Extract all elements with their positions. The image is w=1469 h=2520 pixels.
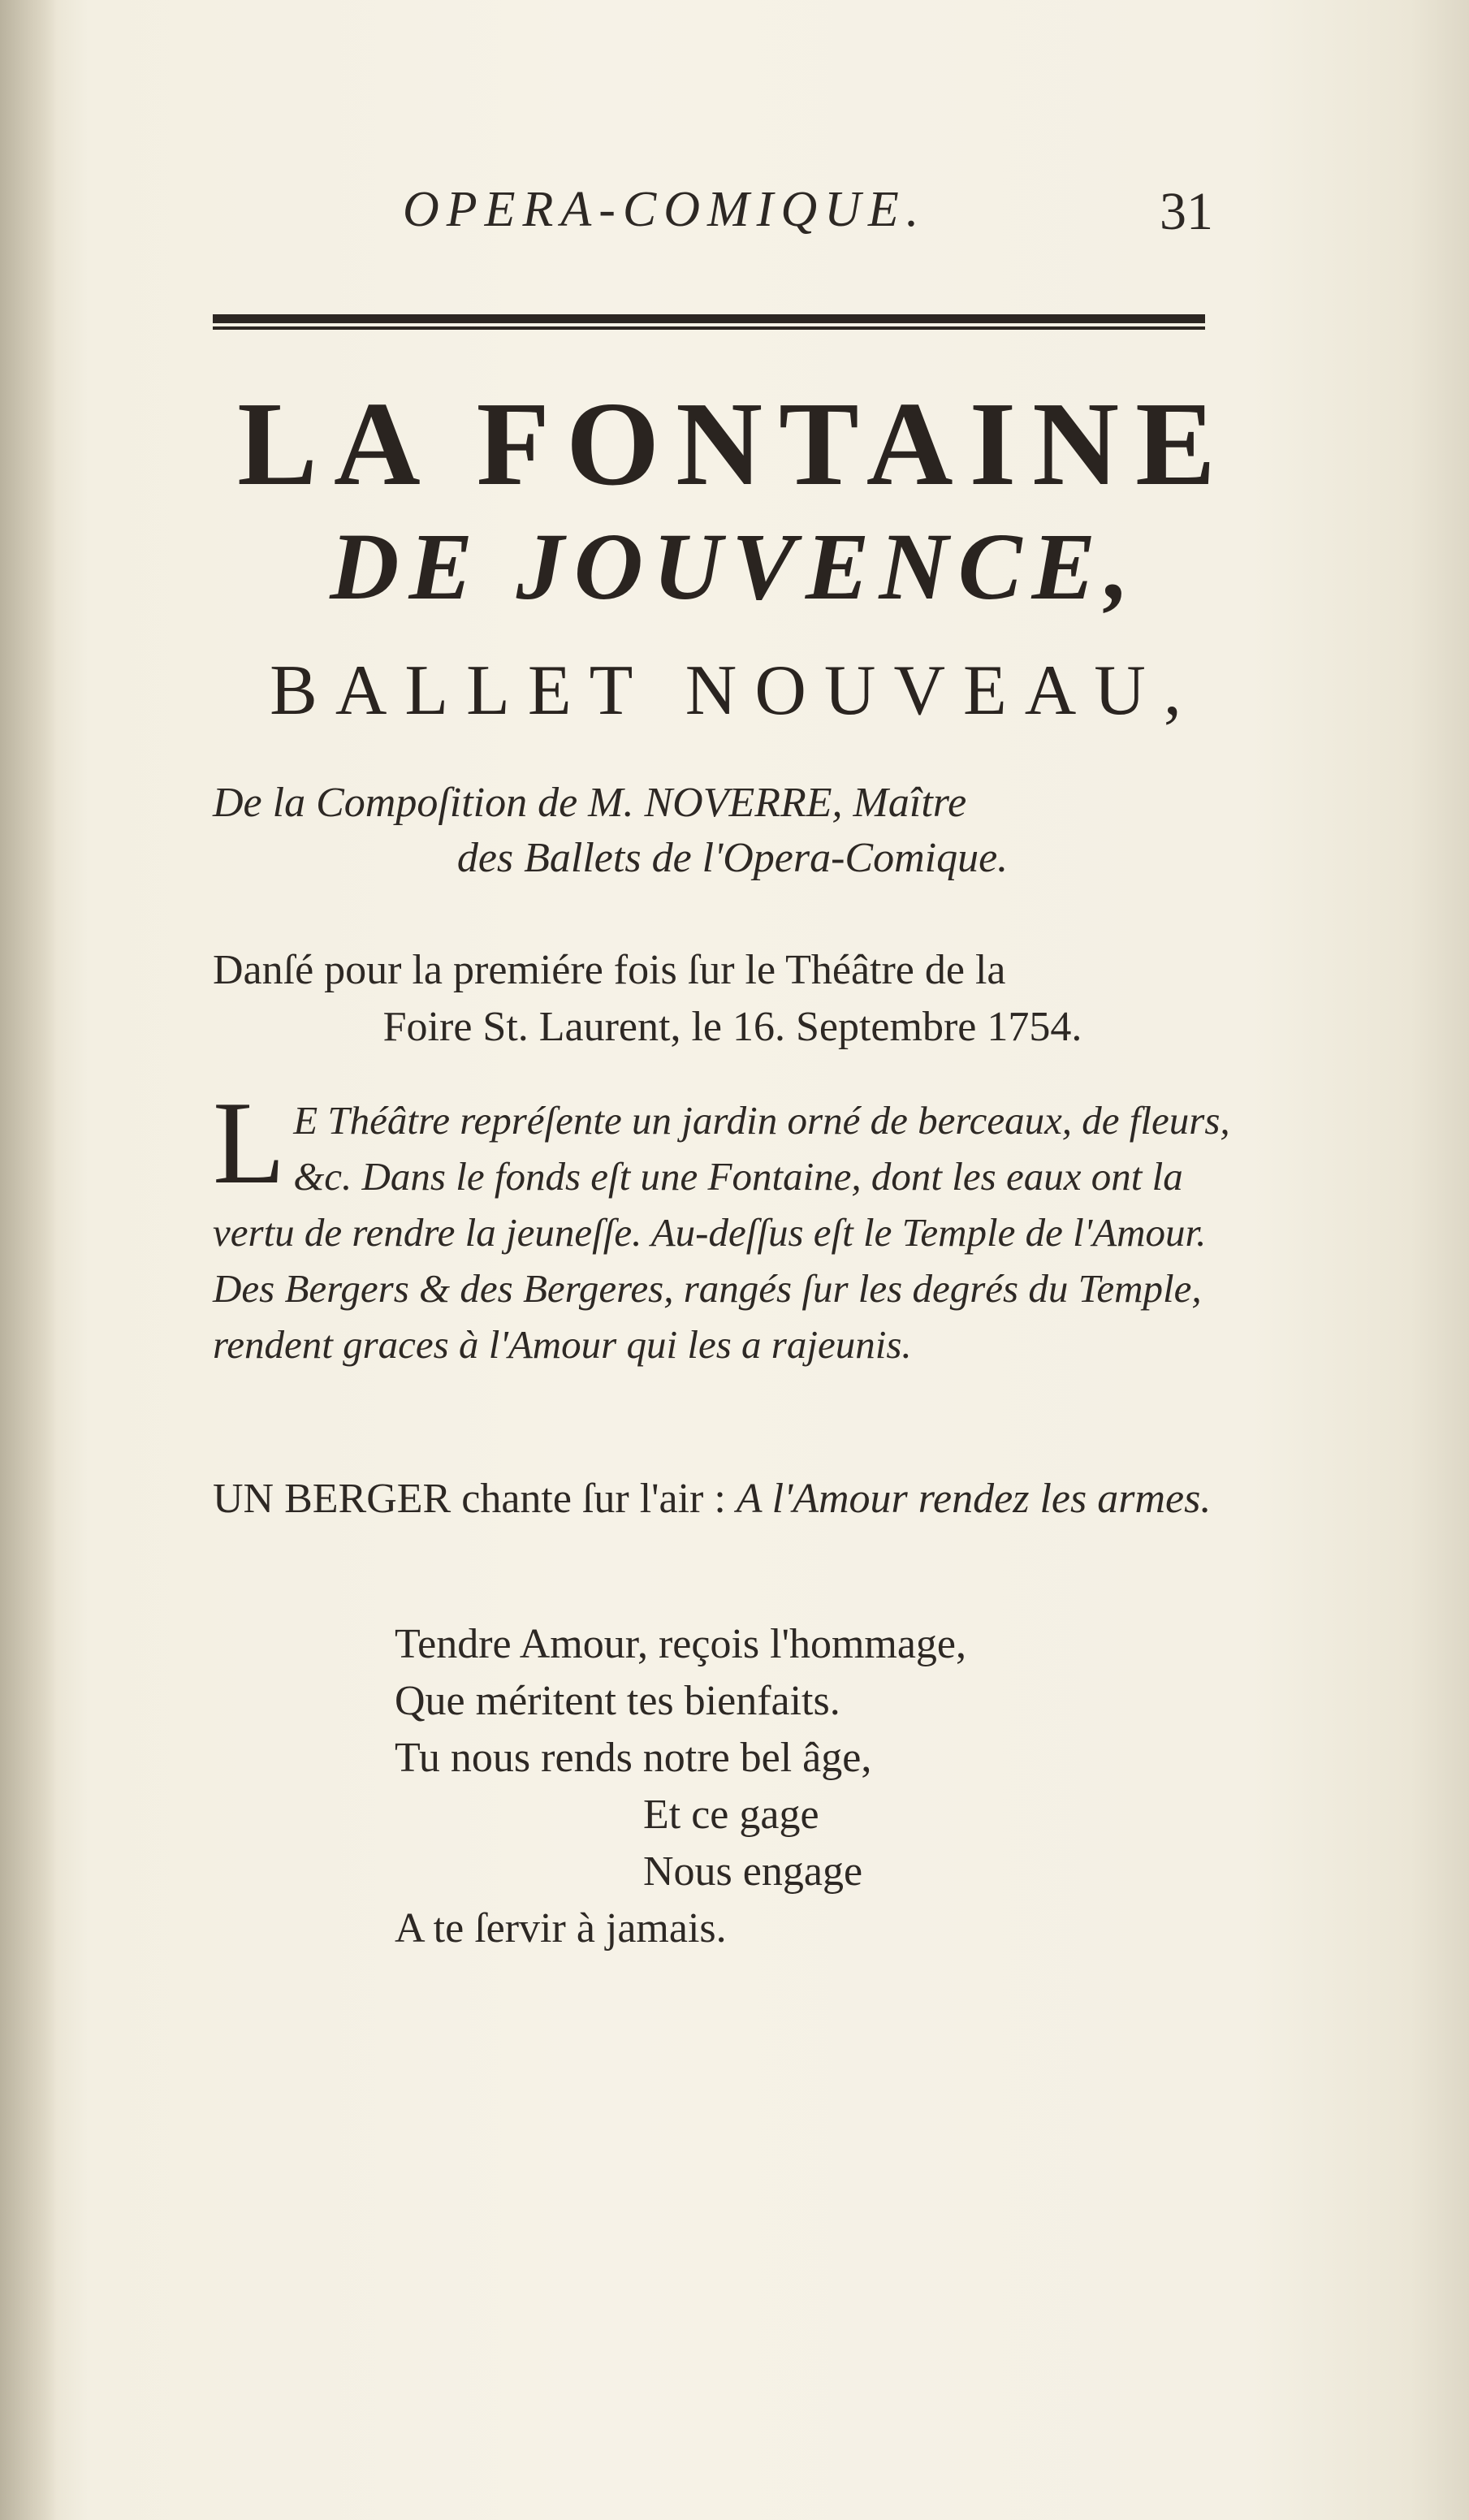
- song-verse: [395, 1616, 1126, 1957]
- verse-line: Nous engage: [643, 1848, 863, 1895]
- credit-line-2: des Ballets de l'Opera-Comique.: [456, 835, 1009, 881]
- running-title: OPERA-COMIQUE.: [403, 182, 927, 237]
- air-intro: UN BERGER chante ſur l'air :: [213, 1476, 737, 1522]
- verse-line: A te ſervir à jamais.: [395, 1905, 727, 1952]
- title-line-1: LA FONTAINE: [237, 378, 1232, 511]
- premiere-line-2: Foire St. Laurent, le 16. Septembre 1754.: [382, 1004, 1082, 1050]
- premiere-note: [213, 942, 1252, 1056]
- air-tune: A l'Amour rendez les armes.: [736, 1476, 1212, 1522]
- title-line-2: DE JOUVENCE,: [330, 513, 1139, 620]
- drop-cap: L: [213, 1077, 286, 1208]
- premiere-line-1: Danſé pour la premiére fois ſur le Théâtre de la: [213, 947, 1006, 993]
- running-header: [0, 166, 1469, 256]
- header-rule-thin: [213, 326, 1205, 330]
- title-line-3: BALLET NOUVEAU,: [270, 651, 1199, 730]
- header-rule: [213, 314, 1205, 323]
- composition-credit: [213, 776, 1252, 886]
- verse-line: Que méritent tes bienfaits.: [395, 1678, 840, 1724]
- verse-line: Tu nous rends notre bel âge,: [395, 1735, 872, 1781]
- verse-line: Et ce gage: [643, 1792, 819, 1838]
- page-number: 31: [1160, 182, 1213, 241]
- scene-description: [213, 1077, 1260, 1372]
- credit-line-1: De la Compoſition de M. NOVERRE, Maître: [213, 780, 967, 826]
- scene-description-text: E Théâtre repréſente un jardin orné de berceaux, de fleurs, &c. Dans le fonds eſt une Fontaine, dont les eaux ont la vertu de rendre la jeuneſſe. Au-deſſus eſt le Temple de l'Amour. Des Bergers & des Bergeres, rangés ſur les degrés du Temple, rendent graces à l'Amour qui les a rajeunis.: [213, 1098, 1230, 1367]
- verse-line: Tendre Amour, reçois l'hommage,: [395, 1621, 967, 1667]
- air-indication: [213, 1470, 1260, 1528]
